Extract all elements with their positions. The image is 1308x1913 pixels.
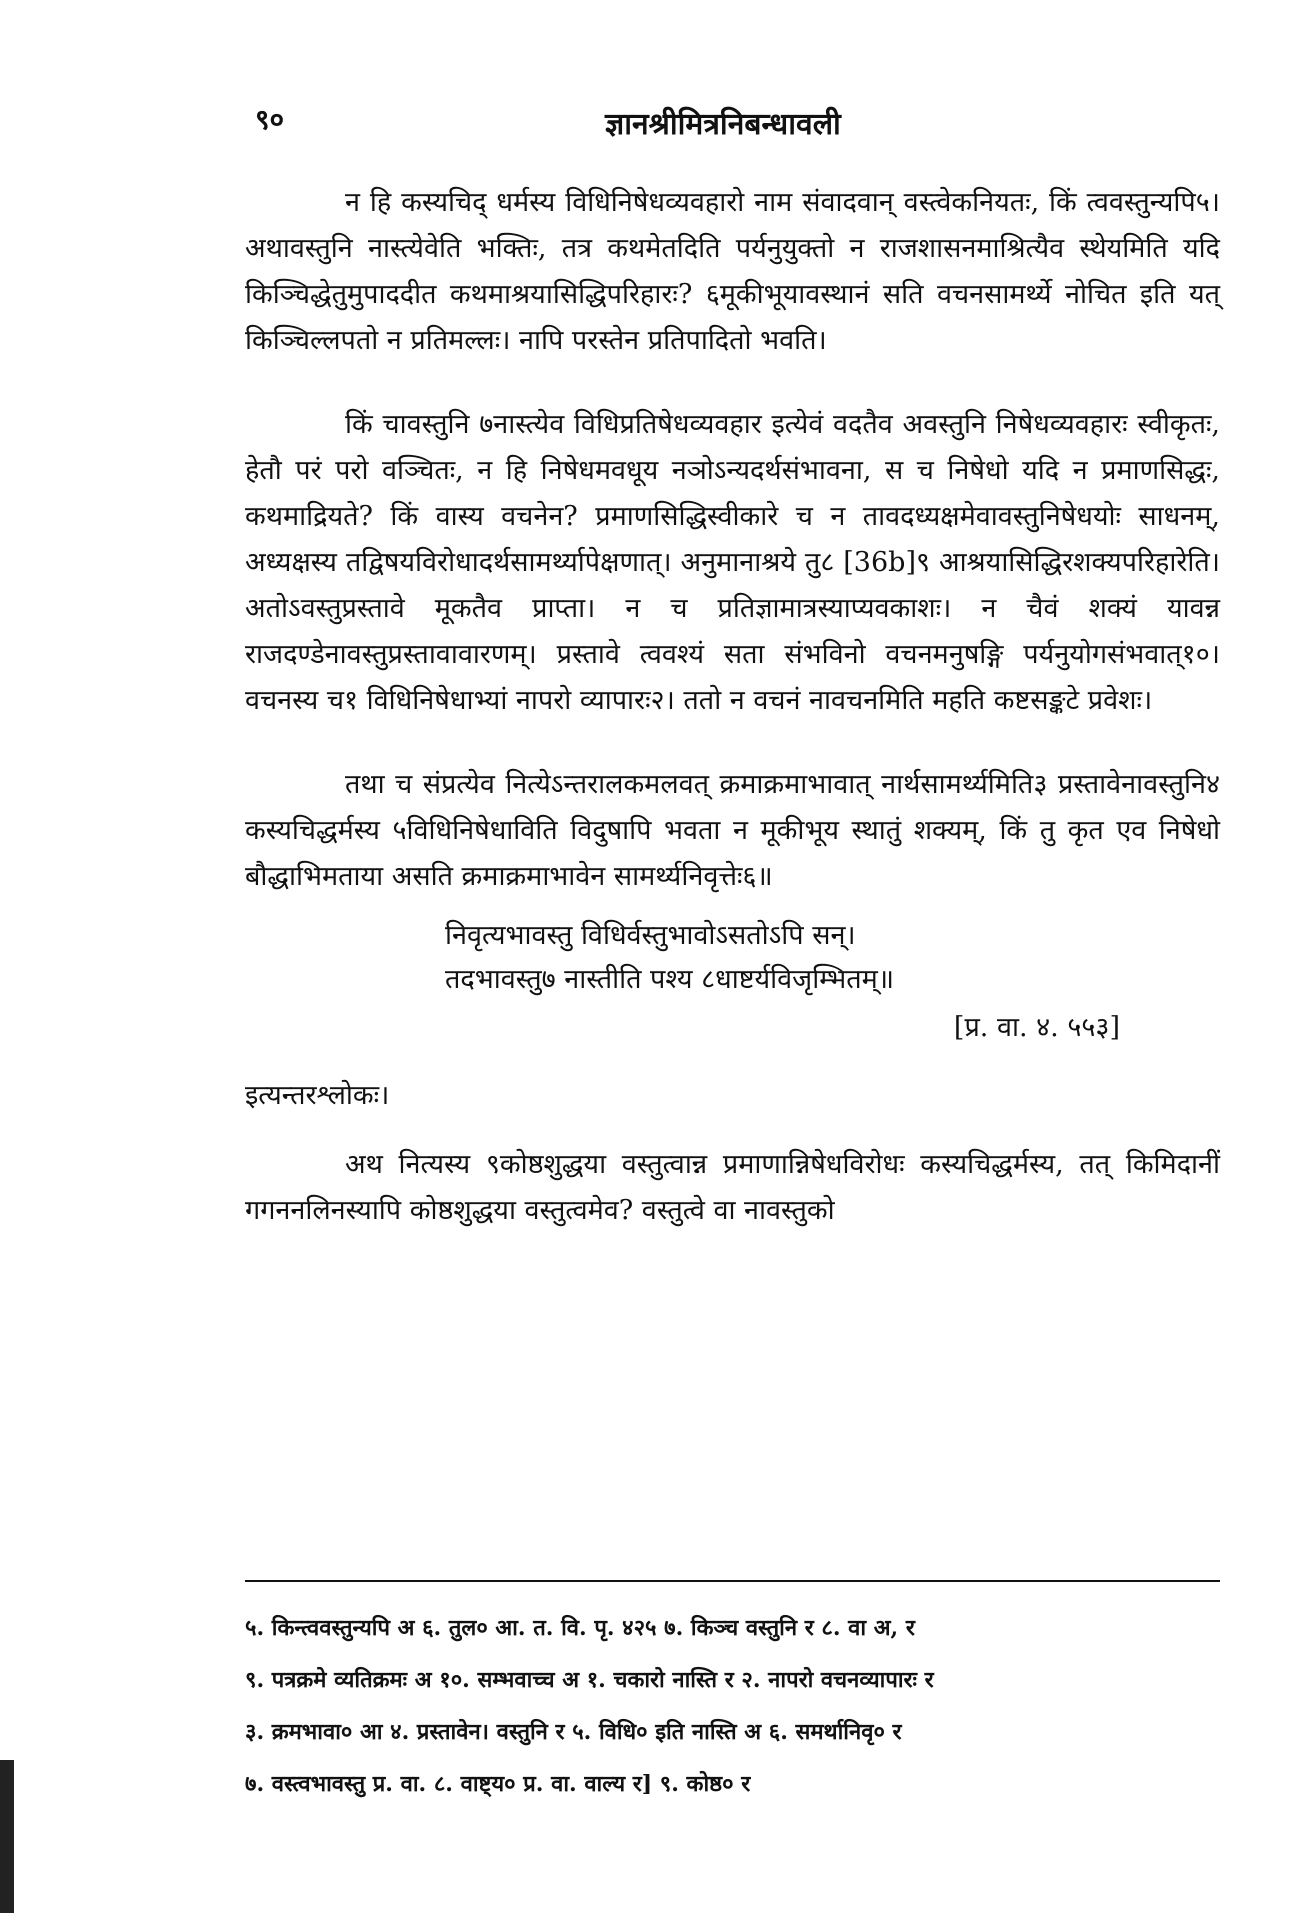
footnotes [245, 1602, 1220, 1810]
page-header [255, 100, 1215, 150]
footnote-line: ३. क्रमभावा० आ ४. प्रस्तावेन। वस्तुनि र ५. विधि० इति नास्ति अ ६. समर्थानिवृ० र [245, 1719, 902, 1745]
paragraph-2: किं चावस्तुनि ७नास्त्येव विधिप्रतिषेधव्यवहार इत्येवं वदतैव अवस्तुनि निषेधव्यवहारः स्वीकृतः, हेतौ परं परो वञ्चितः, न हि निषेधमवधूय नञोऽन्यदर्थसंभावना, स च निषेधो यदि न प्रमाणसिद्धः, कथमाद्रियते? किं वास्य वचनेन? प्रमाणसिद्धिस्वीकारे च न तावदध्यक्षमेवावस्तुनिषेधयोः साधनम्, अध्यक्षस्य तद्विषयविरोधादर्थसामर्थ्यापेक्षणात्। अनुमानाश्रये तु८ [36b]९ आश्रयासिद्धिरशक्यपरिहारेति। अतोऽवस्तुप्रस्तावे मूकतैव प्राप्ता। न च प्रतिज्ञामात्रस्याप्यवकाशः। न चैवं शक्यं यावन्न राजदण्डेनावस्तुप्रस्तावावारणम्। प्रस्तावे त्ववश्यं सता संभविनो वचनमनुषङ्गि पर्यनुयोगसंभवात्१०। वचनस्य च१ विधिनिषेधाभ्यां नापरो व्यापारः२। ततो न वचनं नावचनमिति महति कष्टसङ्कटे प्रवेशः। [245, 409, 1220, 716]
footnote-line: ७. वस्त्वभावस्तु प्र. वा. ८. वाष्ट्य० प्र. वा. वाल्य र] ९. कोष्ठ० र [245, 1771, 751, 1797]
footnote-line: ९. पत्रक्रमे व्यतिक्रमः अ १०. सम्भवाच्च अ १. चकारो नास्ति र २. नापरो वचनव्यापारः र [245, 1667, 934, 1693]
verse-reference: [प्र. वा. ४. ५५३] [953, 1012, 1120, 1043]
paragraph-1: न हि कस्यचिद् धर्मस्य विधिनिषेधव्यवहारो नाम संवादवान् वस्त्वेकनियतः, किं त्ववस्तुन्यपि५। अथावस्तुनि नास्त्येवेति भक्तिः, तत्र कथमेतदिति पर्यनुयुक्तो न राजशासनमाश्रित्यैव स्थेयमिति यदि किञ्चिद्धेतुमुपाददीत कथमाश्रयासिद्धिपरिहारः? ६मूकीभूयावस्थानं सति वचनसामर्थ्ये नोचित इति यत् किञ्चिल्लपतो न प्रतिमल्लः। नापि परस्तेन प्रतिपादितो भवति। [245, 187, 1220, 356]
running-title: ज्ञानश्रीमित्रनिबन्धावली [605, 107, 841, 142]
verse-line-2: तदभावस्तु७ नास्तीति पश्य ८धाष्टर्यविजृम्भितम्॥ [445, 964, 894, 995]
antarashloka-label: इत्यन्तरश्लोकः। [245, 1080, 390, 1111]
footnote-divider [245, 1580, 1220, 1582]
page-number: ९० [255, 103, 285, 136]
footnote-line: ५. किन्त्ववस्तुन्यपि अ ६. तुल० आ. त. वि. पृ. ४२५ ७. किञ्च वस्तुनि र ८. वा अ, र [245, 1615, 915, 1641]
paragraph-4: अथ नित्यस्य ९कोष्ठशुद्धया वस्तुत्वान्न प्रमाणान्निषेधविरोधः कस्यचिद्धर्मस्य, तत् किमिदानीं गगननलिनस्यापि कोष्ठशुद्धया वस्तुत्वमेव? वस्तुत्वे वा नावस्तुको [245, 1149, 1220, 1226]
verse-block [445, 914, 1220, 1002]
scan-binding-edge [0, 1760, 14, 1913]
paragraph-3: तथा च संप्रत्येव नित्येऽन्तरालकमलवत् क्रमाक्रमाभावात् नार्थसामर्थ्यमिति३ प्रस्तावेनावस्तुनि४ कस्यचिद्धर्मस्य ५विधिनिषेधाविति विदुषापि भवता न मूकीभूय स्थातुं शक्यम्, किं तु कृत एव निषेधो बौद्धाभिमताया असति क्रमाक्रमाभावेन सामर्थ्यनिवृत्तेः६॥ [245, 769, 1220, 892]
verse-line-1: निवृत्यभावस्तु विधिर्वस्तुभावोऽसतोऽपि सन्। [445, 920, 856, 951]
body-text [245, 180, 1220, 1234]
